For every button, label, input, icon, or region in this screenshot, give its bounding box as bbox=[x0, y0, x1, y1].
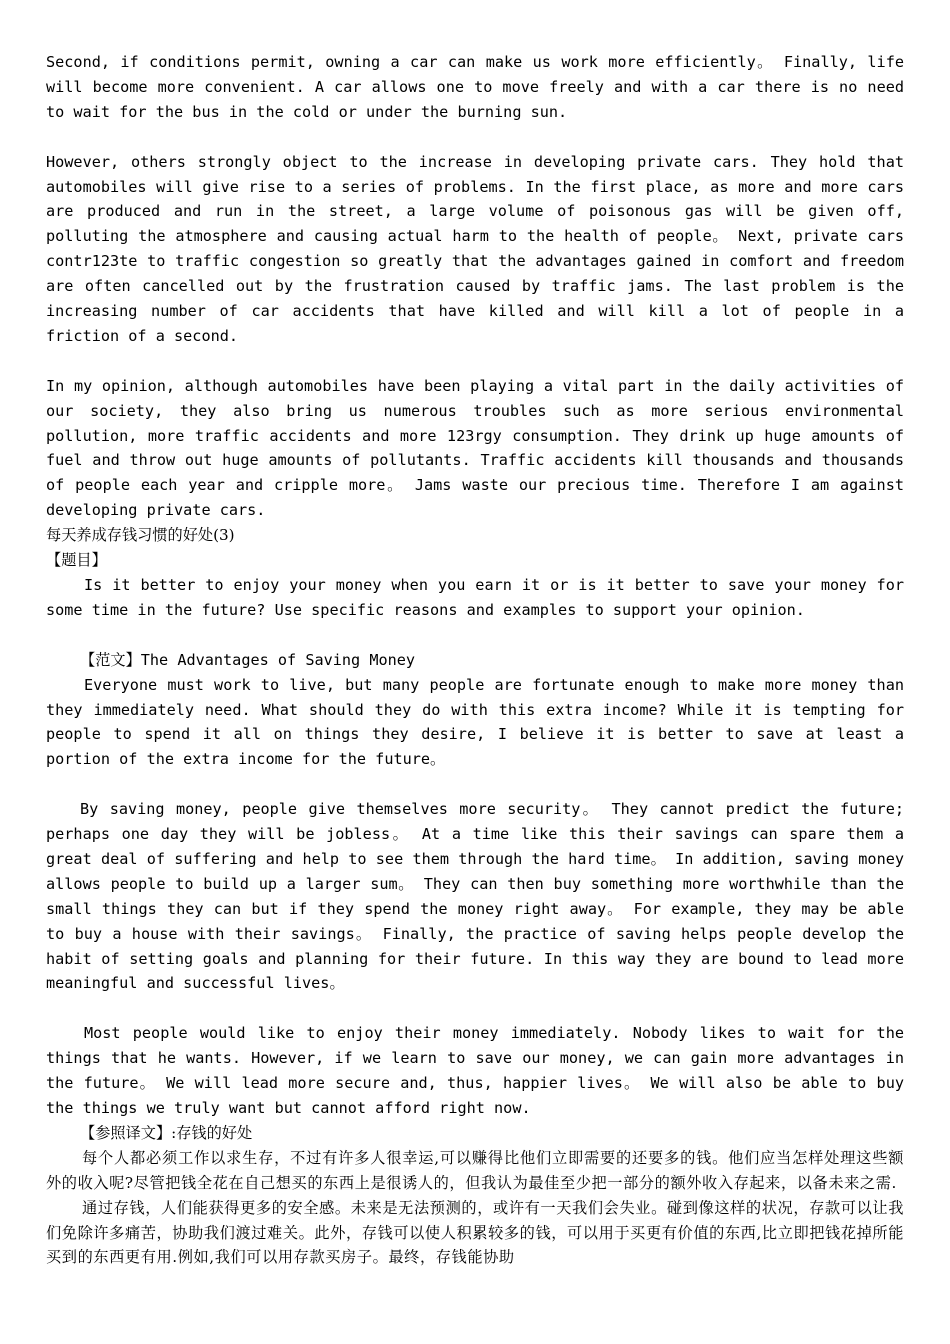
paragraph-gap bbox=[46, 996, 904, 1021]
translation-heading bbox=[46, 1121, 904, 1146]
paragraph-opinion: In my opinion, although automobiles have been playing a vital part in the daily activities of our society, they also bring us numerous troubles such as more serious environmental pollution, more traffic accidents and more 123rgy consumption. They drink up huge amounts of fuel and throw out huge amounts of pollutants. Traffic accidents kill thousands and thousands of people each year and cripple more。 Jams waste our precious time. Therefore I am against developing private cars. bbox=[46, 376, 904, 520]
document-page bbox=[46, 50, 904, 1270]
paragraph-gap bbox=[46, 349, 904, 374]
model-essay-label: 【范文】 bbox=[80, 650, 141, 669]
model-paragraph-2: By saving money, people give themselves more security。 They cannot predict the future; perhaps one day they will be jobless。 At a time like this their savings can spare them a great deal of suffering and help to see them through the hard time。 In addition, saving money allows people to build up a larger sum。 They can then buy something more worthwhile than the small things they can but if they spend the money right away。 For example, they may be able to buy a house with their savings。 Finally, the practice of saving helps people develop the habit of setting goals and planning for their future. In this way they are bound to lead more meaningful and successful lives。 bbox=[46, 800, 904, 993]
model-essay-title: The Advantages of Saving Money bbox=[140, 650, 416, 669]
translation-paragraph-2: 通过存钱，人们能获得更多的安全感。未来是无法预测的，或许有一天我们会失业。碰到像这样的状况，存款可以让我们免除许多痛苦，协助我们渡过难关。此外，存钱可以使人积累较多的钱，可以用于买更有价值的东西,比立即把钱花掉所能买到的东西更有用.例如,我们可以用存款买房子。最终，存钱能协助 bbox=[46, 1198, 904, 1267]
topic-label: 【题目】 bbox=[46, 551, 107, 570]
paragraph-advantages-second: Second, if conditions permit, owning a car can make us work more efficiently。 Finally, life will become more convenient. A car allows one to move freely and with a car there is no need to wait for the bus in the cold or under the burning sun. bbox=[46, 53, 904, 121]
section-title: 每天养成存钱习惯的好处(3) bbox=[46, 526, 235, 545]
model-essay-heading bbox=[46, 648, 904, 673]
model-paragraph-3: Most people would like to enjoy their money immediately. Nobody likes to wait for the things that he wants. However, if we learn to save our money, we can gain more advantages in the future。 We will lead more secure and, thus, happier lives。 We will also be able to buy the things we truly want but cannot afford right now. bbox=[46, 1024, 904, 1117]
paragraph-objections: However, others strongly object to the increase in developing private cars. They hold that automobiles will give rise to a series of problems. In the first place, as more and more cars are produced and run in the street, a large volume of poisonous gas will be given off, polluting the atmosphere and causing actual harm to the health of people。 Next, private cars contr123te to traffic congestion so greatly that the advantages gained in comfort and freedom are often cancelled out by the frustration caused by traffic jams. The last problem is the increasing number of car accidents that have killed and will kill a lot of people in a friction of a second. bbox=[46, 152, 904, 345]
translation-title: :存钱的好处 bbox=[171, 1123, 253, 1142]
paragraph-gap bbox=[46, 125, 904, 150]
topic-text: Is it better to enjoy your money when you earn it or is it better to save your money for some time in the future? Use specific reasons and examples to support your opinion. bbox=[46, 576, 904, 619]
paragraph-gap bbox=[46, 623, 904, 648]
translation-paragraph-1: 每个人都必须工作以求生存，不过有许多人很幸运,可以赚得比他们立即需要的还要多的钱。他们应当怎样处理这些额外的收入呢?尽管把钱全花在自己想买的东西上是很诱人的，但我认为最佳至少把一部分的额外收入存起来，以备未来之需. bbox=[46, 1148, 904, 1192]
translation-label: 【参照译文】 bbox=[80, 1123, 172, 1142]
model-paragraph-1: Everyone must work to live, but many people are fortunate enough to make more money than they immediately need. What should they do with this extra income? While it is tempting for people to spend it all on things they desire, I believe it is better to save at least a portion of the extra income for the future。 bbox=[46, 675, 904, 769]
paragraph-gap bbox=[46, 772, 904, 797]
